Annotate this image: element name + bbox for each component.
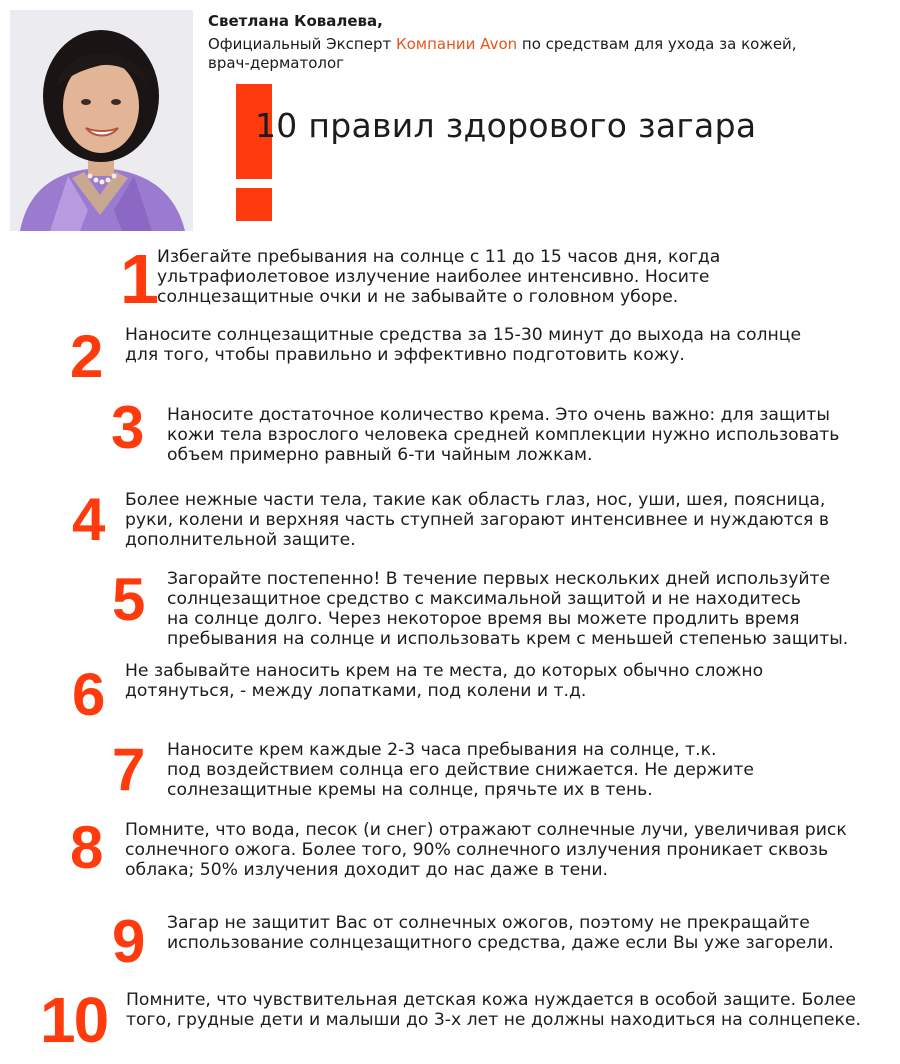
rule-number-9: 9 bbox=[112, 908, 146, 975]
rule-text-9: Загар не защитит Вас от солнечных ожогов, поэтому не прекращайте использование солнцезащитного средства, даже если Вы уже загорели. bbox=[167, 913, 834, 953]
company-name: Компании Avon bbox=[395, 35, 518, 53]
rule-text-5: Загорайте постепенно! В течение первых нескольких дней используйте солнцезащитное средство с максимальной защитой и не находитесь на солнце долго. Через некоторое время вы можете продлить время пребывания на солнце и использовать крем с меньшей степенью защиты. bbox=[167, 569, 849, 649]
rule-number-7: 7 bbox=[112, 736, 146, 803]
rule-number-10: 10 bbox=[40, 984, 108, 1056]
rule-text-8: Помните, что вода, песок (и снег) отражают солнечные лучи, увеличивая риск солнечного ожога. Более того, 90% солнечного излучения проникает сквозь облака; 50% излучения доходит до нас даже в тени. bbox=[125, 820, 847, 880]
author-role: Официальный Эксперт Компании Avon по средствам для ухода за кожей, врач-дерматолог bbox=[208, 35, 797, 72]
rule-number-1: 1 bbox=[120, 240, 159, 318]
rule-number-2: 2 bbox=[70, 323, 104, 390]
rule-text-3: Наносите достаточное количество крема. Это очень важно: для защиты кожи тела взрослого человека средней комплекции нужно использовать объем примерно равный 6-ти чайным ложкам. bbox=[167, 405, 840, 465]
rule-number-8: 8 bbox=[70, 814, 104, 881]
rule-number-4: 4 bbox=[72, 486, 106, 553]
author-photo bbox=[10, 10, 193, 231]
rule-text-6: Не забывайте наносить крем на те места, до которых обычно сложно дотянуться, - между лопатками, под колени и т.д. bbox=[125, 661, 764, 701]
author-name: Светлана Ковалева, bbox=[208, 12, 383, 30]
exclamation-dot bbox=[236, 188, 272, 221]
rule-text-7: Наносите крем каждые 2-3 часа пребывания на солнце, т.к. под воздействием солнца его действие снижается. Не держите солнезащитные кремы на солнце, прячьте их в тень. bbox=[167, 740, 754, 800]
rule-number-3: 3 bbox=[111, 394, 145, 461]
page-title: 10 правил здорового загара bbox=[255, 106, 757, 145]
rule-text-10: Помните, что чувствительная детская кожа нуждается в особой защите. Более того, грудные дети и малыши до 3-х лет не должны находиться на солнцепеке. bbox=[126, 990, 861, 1030]
rule-number-6: 6 bbox=[72, 661, 106, 728]
rule-text-2: Наносите солнцезащитные средства за 15-30 минут до выхода на солнце для того, чтобы правильно и эффективно подготовить кожу. bbox=[125, 325, 802, 365]
rule-number-5: 5 bbox=[112, 566, 146, 633]
rule-text-4: Более нежные части тела, такие как область глаз, нос, уши, шея, поясница, руки, колени и верхняя часть ступней загорают интенсивнее и нуждаются в дополнительной защите. bbox=[125, 490, 829, 550]
rule-text-1: Избегайте пребывания на солнце с 11 до 15 часов дня, когда ультрафиолетовое излучение наиболее интенсивно. Носите солнцезащитные очки и не забывайте о головном уборе. bbox=[157, 247, 721, 307]
